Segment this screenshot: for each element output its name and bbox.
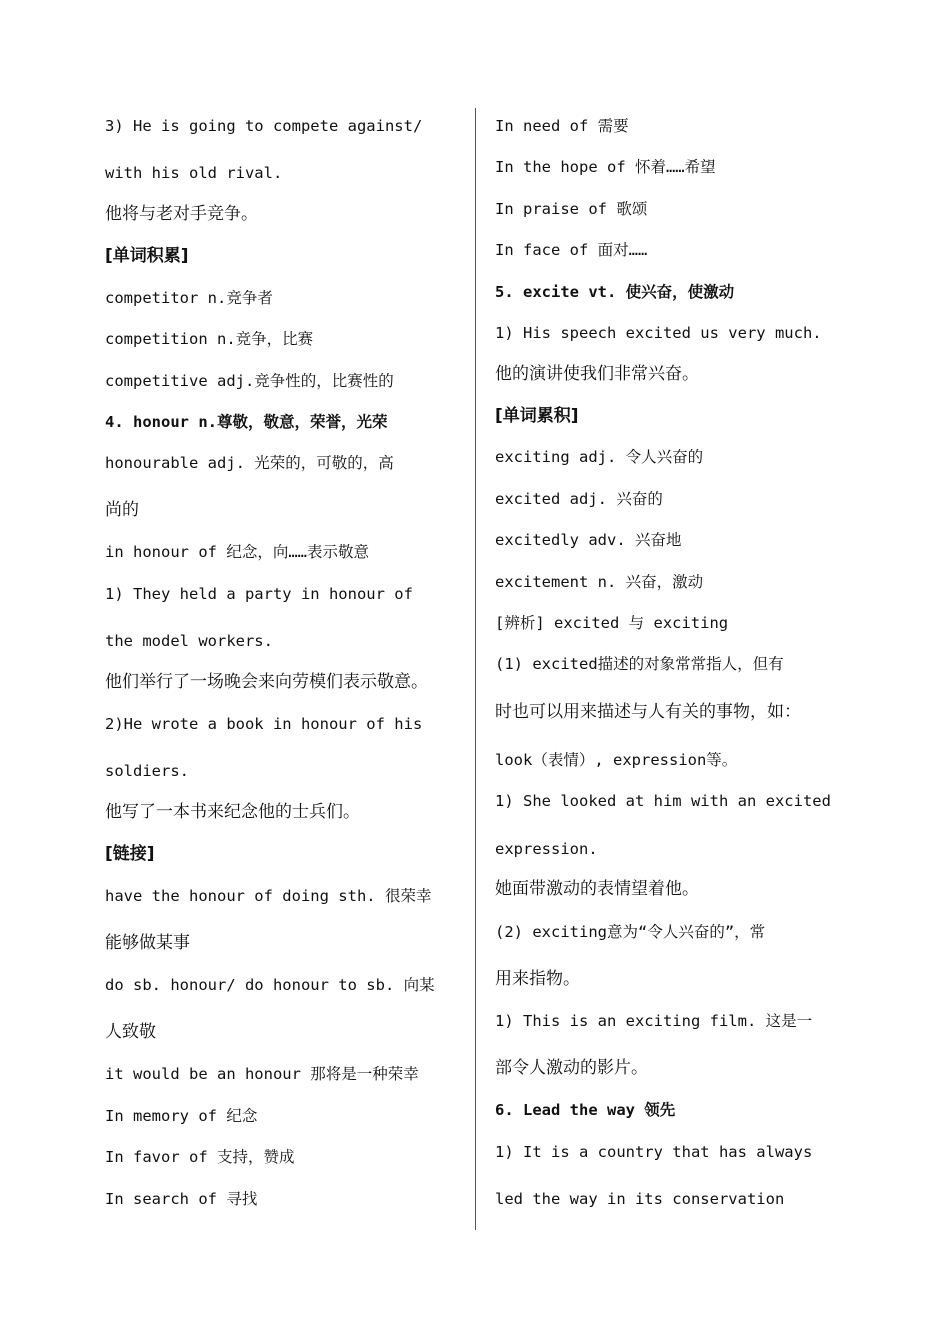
text-line: 1) His speech excited us very much. <box>495 324 822 342</box>
text-line: excited adj. 兴奋的 <box>495 490 663 508</box>
entry-heading: 4. honour n.尊敬，敬意，荣誉，光荣 <box>105 413 388 431</box>
text-line: 2)He wrote a book in honour of his <box>105 715 423 733</box>
text-line: expression. <box>495 840 598 858</box>
text-line: look（表情）, expression等。 <box>495 751 738 769</box>
entry-heading: 5. excite vt. 使兴奋，使激动 <box>495 283 735 301</box>
text-line: the model workers. <box>105 632 273 650</box>
column-divider <box>475 108 476 1230</box>
text-line: 尚的 <box>105 500 139 520</box>
text-line: in honour of 纪念，向……表示敬意 <box>105 543 369 561</box>
text-line: In memory of 纪念 <box>105 1107 258 1125</box>
text-line: 时也可以用来描述与人有关的事物，如： <box>495 702 801 722</box>
text-line: 他们举行了一场晚会来向劳模们表示敬意。 <box>105 672 428 692</box>
text-line: (2) exciting意为“令人兴奋的”，常 <box>495 923 766 941</box>
text-line: with his old rival. <box>105 164 283 182</box>
text-line: In the hope of 怀着……希望 <box>495 158 716 176</box>
text-line: exciting adj. 令人兴奋的 <box>495 448 704 466</box>
section-label: [单词累积] <box>495 406 579 426</box>
text-line: 她面带激动的表情望着他。 <box>495 879 699 899</box>
text-line: In need of 需要 <box>495 117 629 135</box>
text-line: led the way in its conservation <box>495 1190 785 1208</box>
text-line: 他的演讲使我们非常兴奋。 <box>495 364 699 384</box>
text-line: 用来指物。 <box>495 969 580 989</box>
text-line: excitedly adv. 兴奋地 <box>495 531 682 549</box>
text-line: In face of 面对…… <box>495 241 648 259</box>
text-line: In praise of 歌颂 <box>495 200 648 218</box>
text-line: competition n.竞争，比赛 <box>105 330 314 348</box>
section-label: [单词积累] <box>105 246 189 266</box>
text-line: In favor of 支持，赞成 <box>105 1148 295 1166</box>
text-line: competitor n.竞争者 <box>105 289 273 307</box>
text-line: 1) She looked at him with an excited <box>495 792 831 810</box>
text-line: honourable adj. 光荣的，可敬的，高 <box>105 454 394 472</box>
text-line: 1) This is an exciting film. 这是一 <box>495 1012 813 1030</box>
text-line: have the honour of doing sth. 很荣幸 <box>105 887 432 905</box>
entry-heading: 6. Lead the way 领先 <box>495 1101 676 1119</box>
section-label: [链接] <box>105 844 155 864</box>
text-line: 1) They held a party in honour of <box>105 585 413 603</box>
text-line: 3) He is going to compete against/ <box>105 117 423 135</box>
text-line: 他将与老对手竞争。 <box>105 204 258 224</box>
text-line: 他写了一本书来纪念他的士兵们。 <box>105 802 360 822</box>
text-line: excitement n. 兴奋，激动 <box>495 573 704 591</box>
text-line: [辨析] excited 与 exciting <box>495 614 729 632</box>
text-line: competitive adj.竞争性的，比赛性的 <box>105 372 394 390</box>
text-line: In search of 寻找 <box>105 1190 258 1208</box>
text-line: (1) excited描述的对象常常指人，但有 <box>495 655 784 673</box>
text-line: do sb. honour/ do honour to sb. 向某 <box>105 976 435 994</box>
text-line: soldiers. <box>105 762 189 780</box>
text-line: 1) It is a country that has always <box>495 1143 813 1161</box>
text-line: 能够做某事 <box>105 933 190 953</box>
text-line: 部令人激动的影片。 <box>495 1058 648 1078</box>
text-line: it would be an honour 那将是一种荣幸 <box>105 1065 419 1083</box>
text-line: 人致敬 <box>105 1022 156 1042</box>
